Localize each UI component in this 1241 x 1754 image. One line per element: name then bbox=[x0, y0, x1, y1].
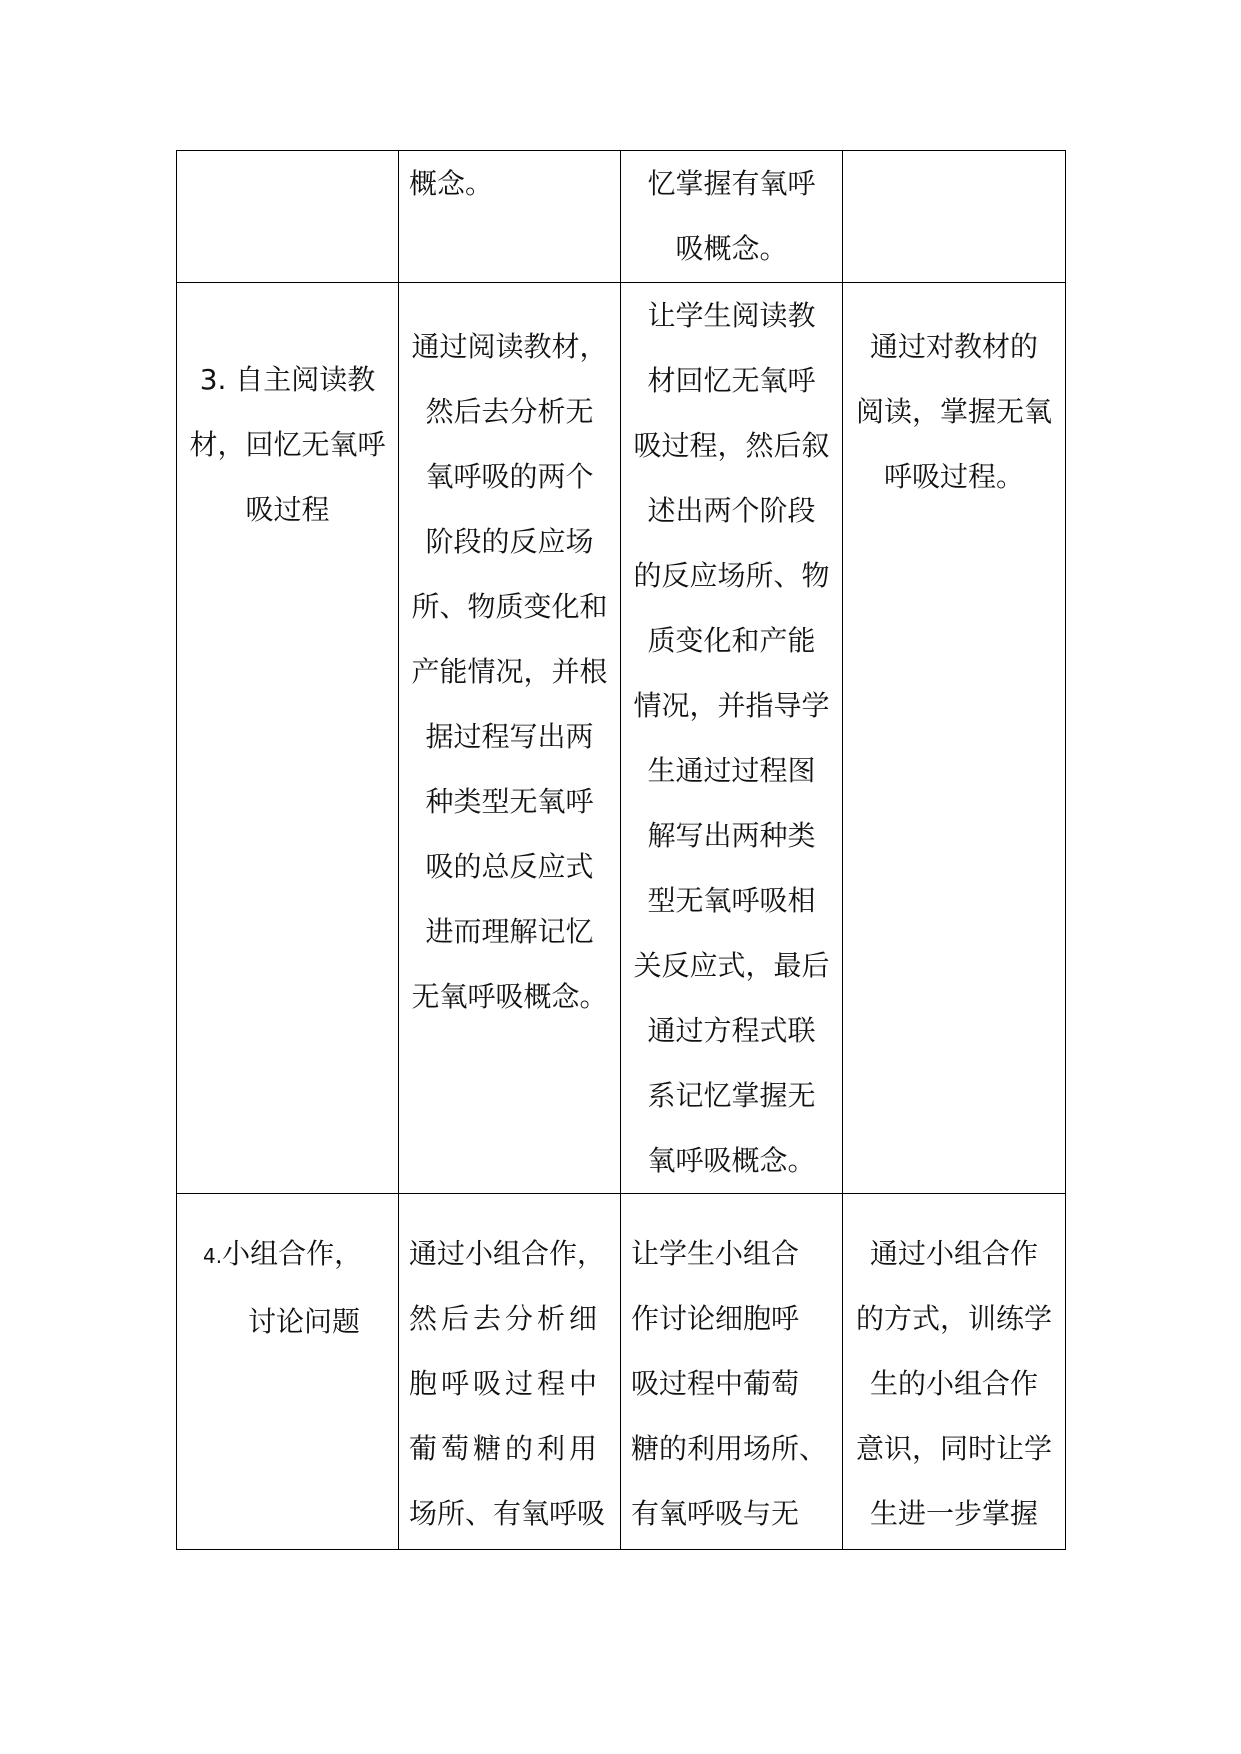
step-title: 小组合作， bbox=[222, 1237, 363, 1270]
cell-line bbox=[177, 1221, 398, 1289]
cell-line: 生通过过程图 bbox=[647, 754, 816, 787]
cell-line: 糖的利用场所、 bbox=[631, 1432, 828, 1465]
step-cell bbox=[177, 151, 399, 283]
cell-line: 讨论问题 bbox=[248, 1305, 361, 1338]
cell-line: 型无氧呼吸相 bbox=[647, 884, 816, 917]
cell-line: 然后去分析无 bbox=[425, 395, 594, 428]
cell-line: 无氧呼吸概念。 bbox=[411, 980, 608, 1013]
cell-line: 意识，同时让学 bbox=[855, 1432, 1052, 1465]
cell-line: 氧呼吸的两个 bbox=[425, 460, 594, 493]
cell-line: 述出两个阶段 bbox=[647, 494, 816, 527]
student-activity-cell bbox=[399, 1194, 621, 1550]
cell-line: 有氧呼吸与无 bbox=[631, 1497, 800, 1530]
cell-line: 场所、有氧呼吸 bbox=[409, 1497, 606, 1530]
cell-line: 通过方程式联 bbox=[647, 1014, 816, 1047]
table-row bbox=[177, 283, 1066, 1194]
cell-line: 情况，并指导学 bbox=[633, 689, 830, 722]
cell-line: 吸过程 bbox=[245, 493, 330, 526]
cell-line: 作讨论细胞呼 bbox=[631, 1302, 800, 1335]
cell-line: 阅读，掌握无氧 bbox=[855, 395, 1052, 428]
cell-line: 吸过程中葡萄 bbox=[631, 1367, 800, 1400]
cell-line: 种类型无氧呼 bbox=[425, 785, 594, 818]
teacher-activity-cell bbox=[621, 283, 843, 1194]
cell-line: 3. 自主阅读教 bbox=[199, 363, 376, 396]
cell-line: 吸概念。 bbox=[675, 232, 788, 265]
step-cell bbox=[177, 283, 399, 1194]
cell-line: 吸的总反应式 bbox=[425, 850, 594, 883]
cell-line: 的反应场所、物 bbox=[633, 559, 830, 592]
cell-line: 忆掌握有氧呼 bbox=[647, 167, 816, 200]
cell-line: 的方式，训练学 bbox=[855, 1302, 1052, 1335]
cell-line: 系记忆掌握无 bbox=[647, 1079, 816, 1112]
cell-line: 通过小组合作， bbox=[409, 1237, 606, 1270]
cell-line: 胞呼吸过程中 bbox=[409, 1367, 602, 1400]
cell-line: 材，回忆无氧呼 bbox=[189, 428, 386, 461]
teacher-activity-cell bbox=[621, 1194, 843, 1550]
student-activity-cell bbox=[399, 283, 621, 1194]
cell-line: 阶段的反应场 bbox=[425, 525, 594, 558]
cell-line: 生进一步掌握 bbox=[869, 1497, 1038, 1530]
cell-line: 产能情况，并根 bbox=[411, 655, 608, 688]
cell-line: 材回忆无氧呼 bbox=[647, 364, 816, 397]
cell-line: 通过阅读教材， bbox=[411, 330, 608, 363]
teacher-activity-cell bbox=[621, 151, 843, 283]
student-activity-cell bbox=[399, 151, 621, 283]
design-intent-cell bbox=[843, 151, 1066, 283]
step-cell bbox=[177, 1194, 399, 1550]
cell-line: 吸过程，然后叙 bbox=[633, 429, 830, 462]
cell-line: 氧呼吸概念。 bbox=[647, 1144, 816, 1177]
lesson-plan-table bbox=[176, 150, 1066, 1550]
cell-line: 所、物质变化和 bbox=[411, 590, 608, 623]
design-intent-cell bbox=[843, 1194, 1066, 1550]
table-row bbox=[177, 151, 1066, 283]
cell-line: 通过小组合作 bbox=[869, 1237, 1038, 1270]
cell-line: 葡萄糖的利用 bbox=[409, 1432, 602, 1465]
cell-line: 然后去分析细 bbox=[409, 1302, 602, 1335]
table-row bbox=[177, 1194, 1066, 1550]
cell-line: 生的小组合作 bbox=[869, 1367, 1038, 1400]
cell-line: 通过对教材的 bbox=[869, 330, 1038, 363]
cell-line: 呼吸过程。 bbox=[883, 460, 1024, 493]
cell-line: 关反应式，最后 bbox=[633, 949, 830, 982]
cell-line: 进而理解记忆 bbox=[425, 915, 594, 948]
cell-line: 解写出两种类 bbox=[647, 819, 816, 852]
cell-line: 据过程写出两 bbox=[425, 720, 594, 753]
cell-line: 概念。 bbox=[409, 167, 494, 200]
step-number: 4. bbox=[203, 1244, 223, 1268]
cell-line: 让学生阅读教 bbox=[647, 299, 816, 332]
cell-line: 让学生小组合 bbox=[631, 1237, 800, 1270]
design-intent-cell bbox=[843, 283, 1066, 1194]
cell-line: 质变化和产能 bbox=[647, 624, 816, 657]
